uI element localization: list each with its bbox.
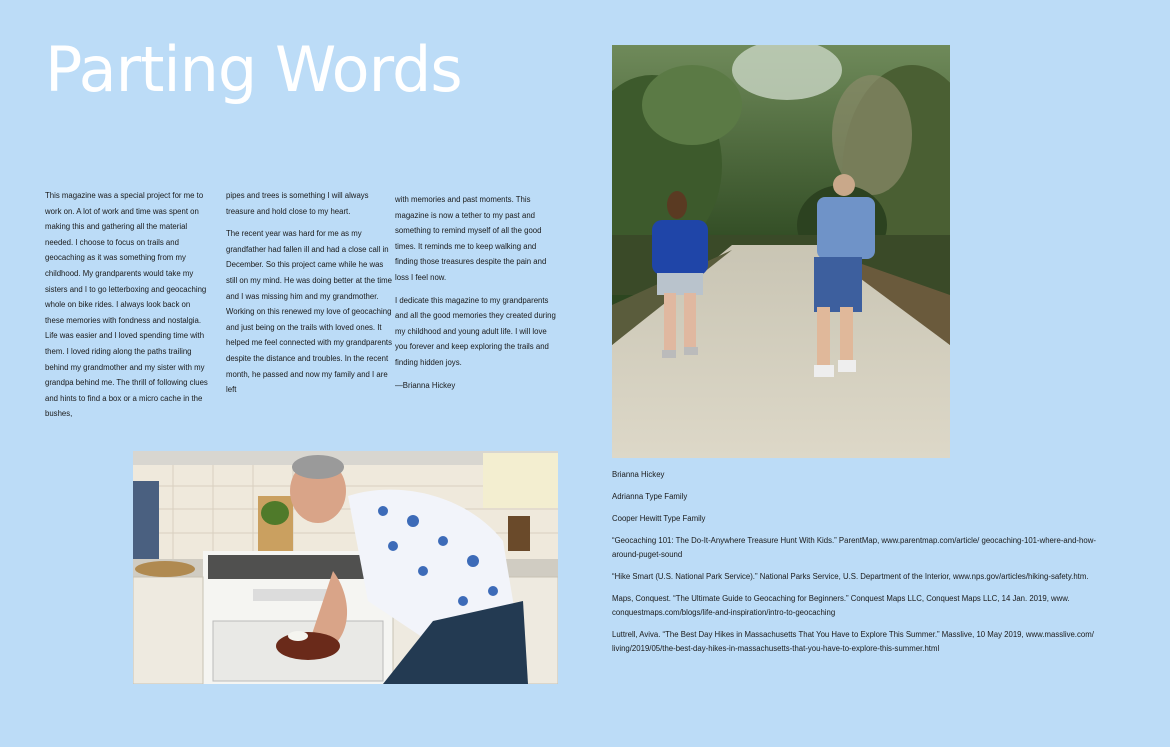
kitchen-photo xyxy=(133,451,558,684)
page-title: Parting Words xyxy=(45,33,462,106)
paragraph: pipes and trees is something I will always treasure and hold close to my heart. xyxy=(226,191,369,216)
trail-photo xyxy=(612,45,950,458)
paragraph: I dedicate this magazine to my grandparents and all the good memories they created during my childhood and young adult life. I will love you forever and keep exploring the trails and finding hidden joys. xyxy=(395,295,556,367)
kitchen-photo-image xyxy=(133,451,558,684)
paragraph: The recent year was hard for me as my grandfather had fallen ill and had a close call in December. So this project came while he was still on my mind. He was doing better at the time and I was missing him and my grandmother. Working on this renewed my love of geocaching and just being on the trails with loved ones. It helped me feel connected with my grandparents despite the distance and troubles. In the recent month, he passed and now my family and I are left xyxy=(226,229,392,395)
citation-item: Luttrell, Aviva. “The Best Day Hikes in Massachusetts That You Have to Explore This Summer.” Masslive, 10 May 2019, www.masslive.com/ living/2019/05/the-best-day-hikes-in-massachusetts-that-you-have-to-explore-this-summer.html xyxy=(612,630,1094,653)
body-column-2 xyxy=(226,188,392,405)
credits-list xyxy=(612,468,1122,664)
credit-item: Adrianna Type Family xyxy=(612,492,688,501)
trail-photo-image xyxy=(612,45,950,458)
signature: —Brianna Hickey xyxy=(395,380,456,390)
citation-item: “Geocaching 101: The Do-It-Anywhere Treasure Hunt With Kids.” ParentMap, www.parentmap.com/article/ geocaching-101-where-and-how-around-puget-sound xyxy=(612,536,1096,559)
body-column-1 xyxy=(45,188,211,429)
body-column-3 xyxy=(395,192,561,400)
citation-item: Maps, Conquest. “The Ultimate Guide to Geocaching for Beginners.” Conquest Maps LLC, Conquest Maps LLC, 14 Jan. 2019, www. conquestmaps.com/blogs/life-and-inspiration/intro-to-geocaching xyxy=(612,594,1070,617)
citation-item: “Hike Smart (U.S. National Park Service).” National Parks Service, U.S. Department of the Interior, www.nps.gov/articles/hiking-safety.htm. xyxy=(612,572,1089,581)
paragraph: This magazine was a special project for me to work on. A lot of work and time was spent on making this and gathering all the material needed. I choose to focus on trails and geocaching as it was something from my childhood. My grandparents would take my sisters and I to go letterboxing and geocaching whole on bike rides. I always look back on these memories with fondness and nostalgia. Life was easier and I loved spending time with them. I loved riding along the paths trailing behind my grandmother and my sister with my grandpa behind me. The thrill of following clues and hints to find a box or a micro cache in the bushes, xyxy=(45,191,208,419)
paragraph: with memories and past moments. This magazine is now a tether to my past and something to remind myself of all the good times. It reminds me to keep walking and finding those treasures despite the pain and loss I feel now. xyxy=(395,195,547,282)
credit-item: Cooper Hewitt Type Family xyxy=(612,514,706,523)
credit-item: Brianna Hickey xyxy=(612,470,665,479)
